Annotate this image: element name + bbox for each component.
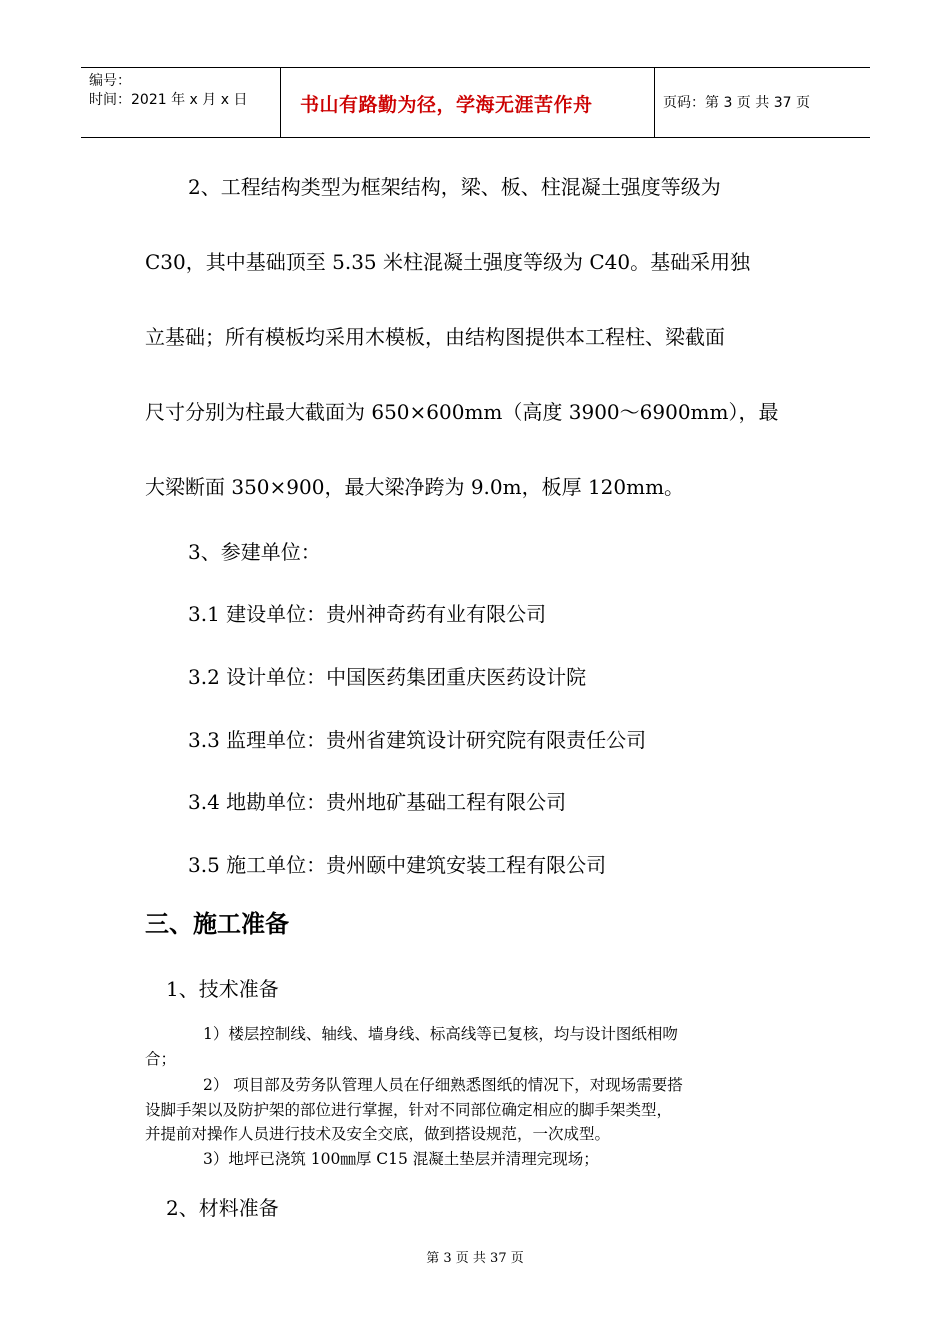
tech-prep-line: 2） 项目部及劳务队管理人员在仔细熟悉图纸的情况下，对现场需要搭 <box>203 1076 683 1094</box>
participant-item: 3.4 地勘单位：贵州地矿基础工程有限公司 <box>188 790 567 814</box>
document-number-label: 编号： <box>89 73 131 89</box>
header-motto: 书山有路勤为径，学海无涯苦作舟 <box>300 94 593 116</box>
tech-prep-line: 设脚手架以及防护架的部位进行掌握，针对不同部位确定相应的脚手架类型， <box>145 1101 673 1119</box>
header-meta-cell <box>81 68 281 137</box>
participant-item: 3.5 施工单位：贵州颐中建筑安装工程有限公司 <box>188 853 607 877</box>
paragraph-line: 2、工程结构类型为框架结构，梁、板、柱混凝土强度等级为 <box>188 175 721 199</box>
paragraph-line: C30，其中基础顶至 5.35 米柱混凝土强度等级为 C40。基础采用独 <box>145 250 751 274</box>
page-header <box>81 67 870 138</box>
footer-page-number: 第 3 页 共 37 页 <box>426 1251 524 1266</box>
paragraph-line: 尺寸分别为柱最大截面为 650×600mm（高度 3900～6900mm），最 <box>145 400 779 424</box>
tech-prep-line: 1）楼层控制线、轴线、墙身线、标高线等已复核，均与设计图纸相吻 <box>203 1025 678 1043</box>
participant-item: 3.1 建设单位：贵州神奇药有业有限公司 <box>188 602 547 626</box>
participant-item: 3.3 监理单位：贵州省建筑设计研究院有限责任公司 <box>188 728 647 752</box>
section-title-construction-prep: 三、施工准备 <box>145 910 289 938</box>
tech-prep-line: 3）地坪已浇筑 100㎜厚 C15 混凝土垫层并清理完现场； <box>203 1150 599 1168</box>
paragraph-line: 立基础；所有模板均采用木模板，由结构图提供本工程柱、梁截面 <box>145 325 725 349</box>
participant-item: 3.2 设计单位：中国医药集团重庆医药设计院 <box>188 665 587 689</box>
header-motto-cell <box>281 68 655 137</box>
document-date: 时间：2021 年 x 月 x 日 <box>89 92 248 108</box>
material-prep-heading: 2、材料准备 <box>166 1196 279 1220</box>
page-footer <box>0 1247 950 1266</box>
participants-heading: 3、参建单位： <box>188 540 321 564</box>
paragraph-line: 大梁断面 350×900，最大梁净跨为 9.0m，板厚 120mm。 <box>145 475 685 499</box>
tech-prep-line: 并提前对操作人员进行技术及安全交底，做到搭设规范，一次成型。 <box>145 1125 611 1143</box>
tech-prep-line: 合； <box>145 1050 177 1068</box>
tech-prep-heading: 1、技术准备 <box>166 977 279 1001</box>
header-page-info: 页码：第 3 页 共 37 页 <box>663 95 810 111</box>
